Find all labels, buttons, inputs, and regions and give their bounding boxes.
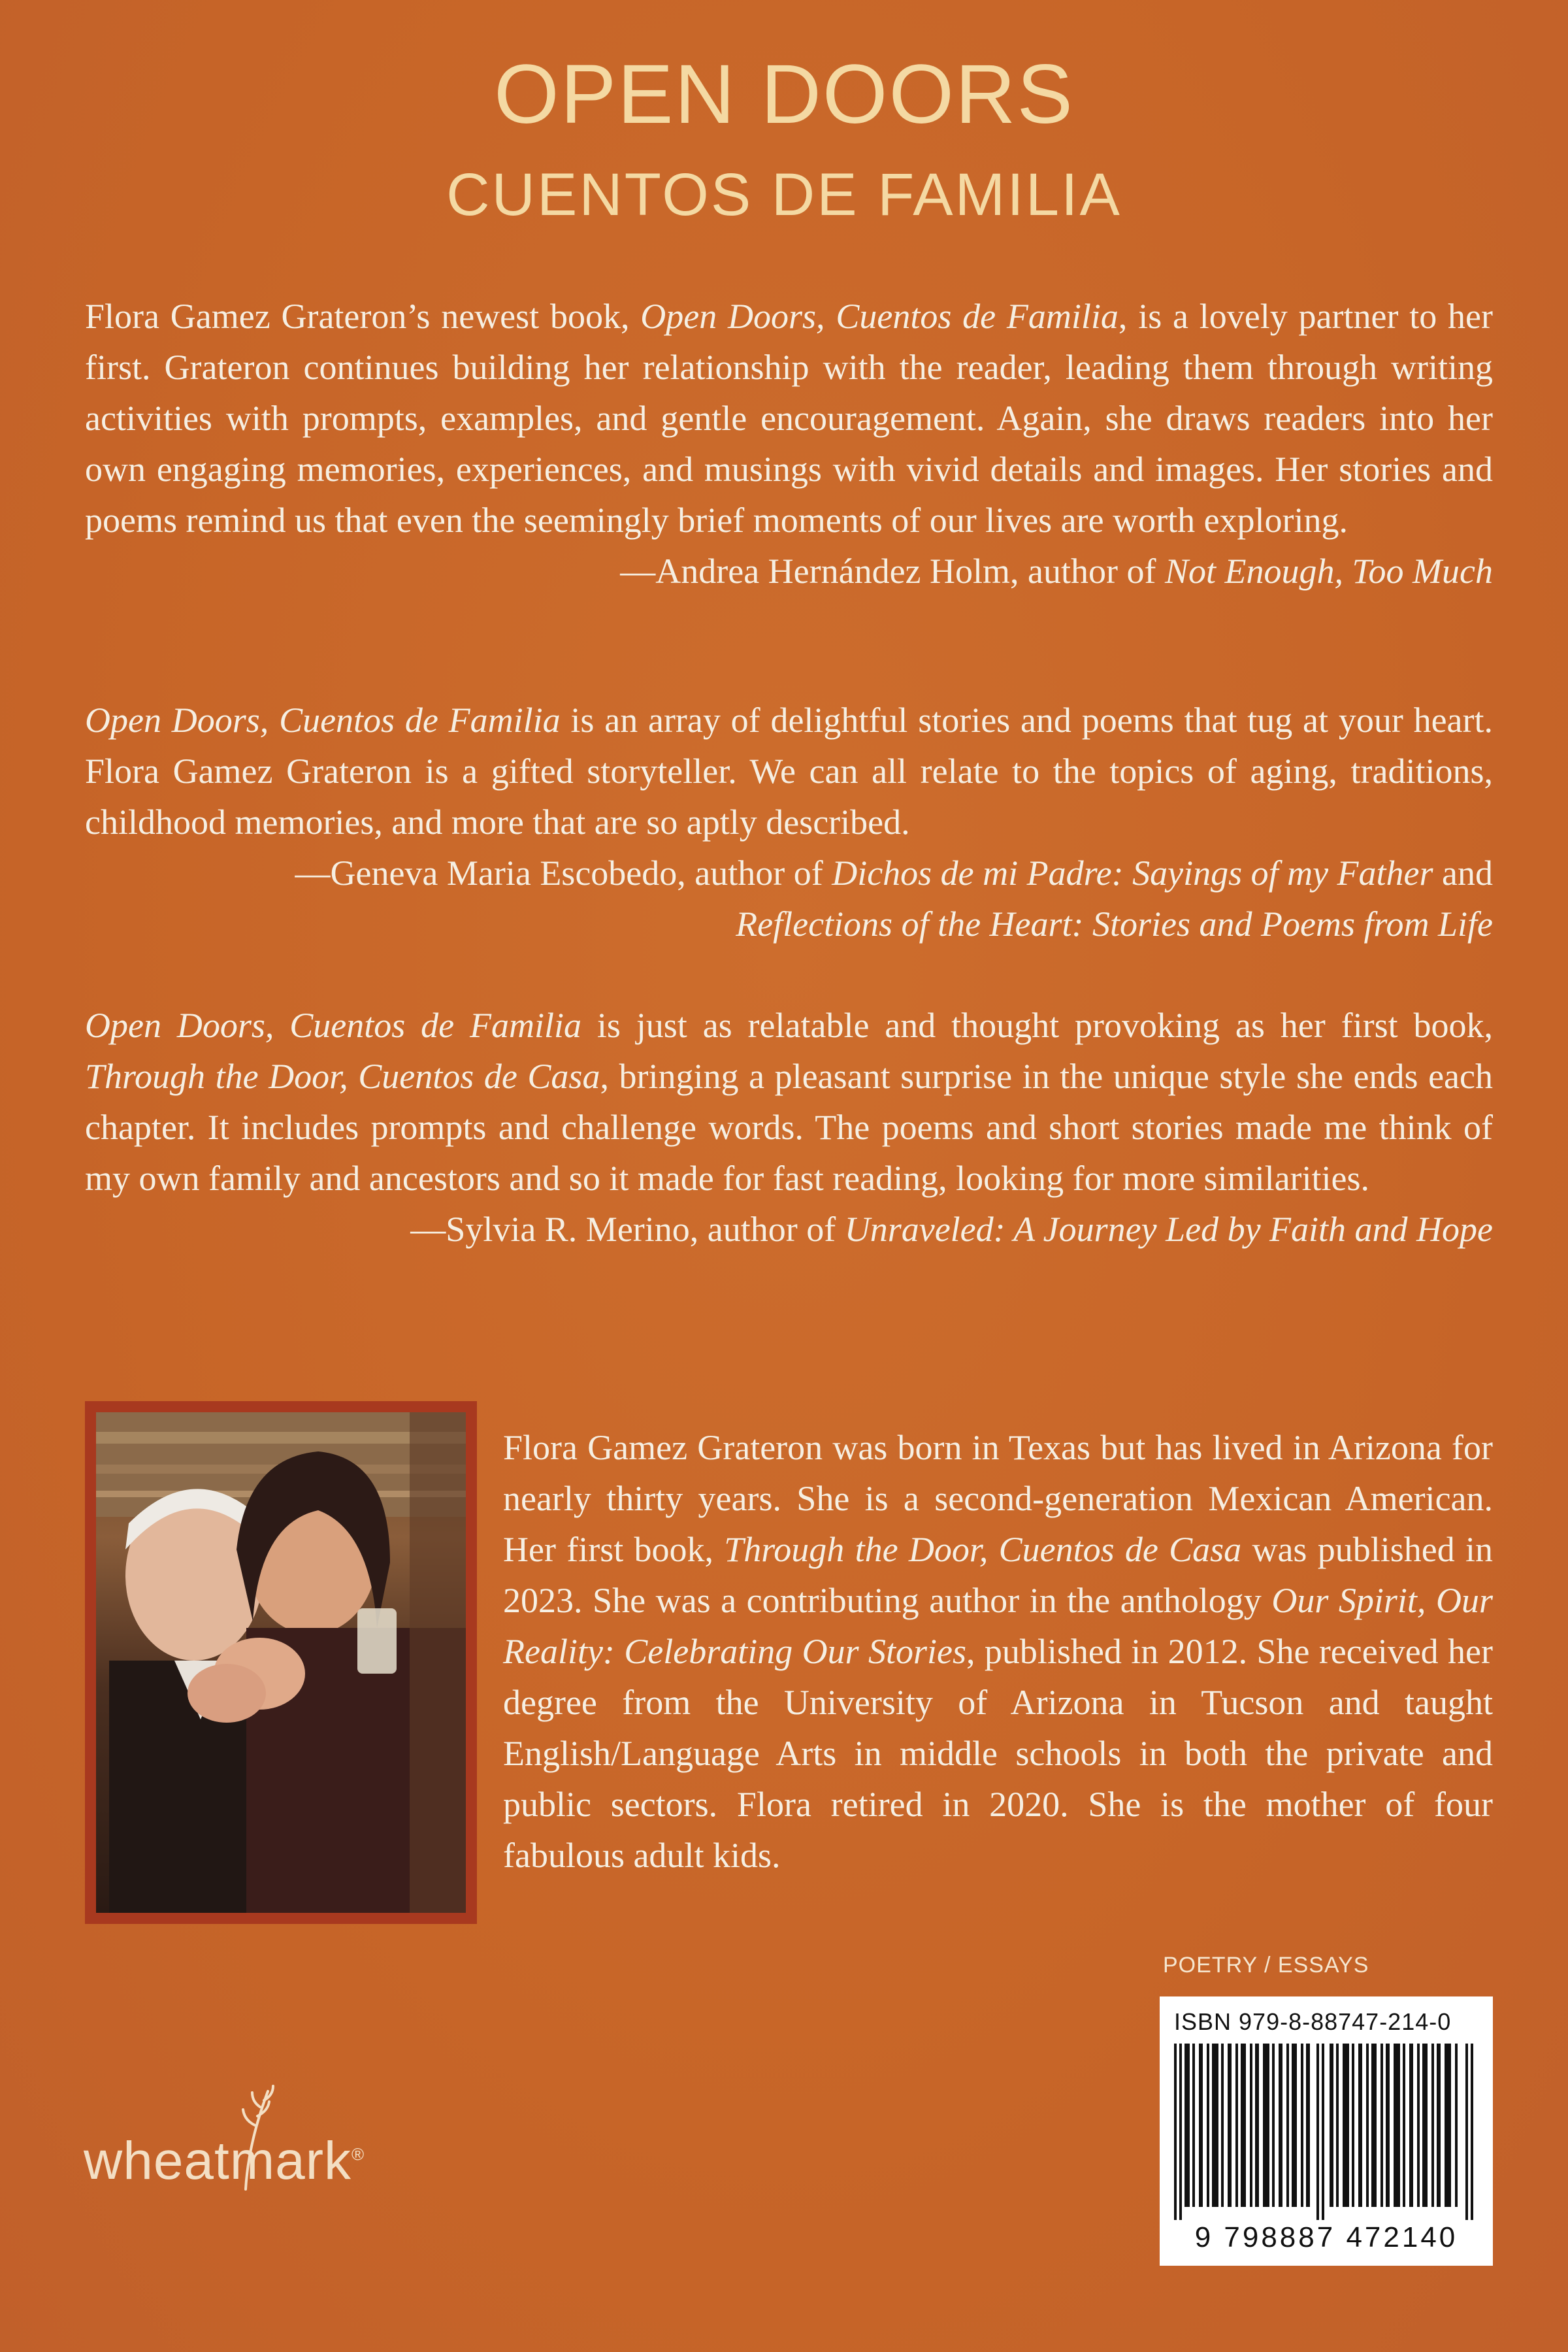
book-title: OPEN DOORS	[494, 48, 1074, 141]
review-3-attribution: —Sylvia R. Merino, author of Unraveled: A Journey Led by Faith and Hope	[410, 1210, 1493, 1249]
isbn-barcode	[1160, 1996, 1493, 2266]
isbn-label: ISBN 979-8-88747-214-0	[1174, 2008, 1452, 2035]
review-1-text: Flora Gamez Grateron’s newest book, Open Doors, Cuentos de Familia, is a lovely partner to her first. Grateron continues building her relationship with the reader, leading them through writing activities with prompts, examples, and gentle encouragement. Again, she draws readers into her own engaging memories, experiences, and musings with vivid details and images. Her stories and poems remind us that even the seemingly brief moments of our lives are worth exploring.	[85, 297, 1493, 540]
review-1-attribution: —Andrea Hernández Holm, author of Not Enough, Too Much	[620, 552, 1493, 591]
barcode-digits: 9 798887 472140	[1194, 2221, 1458, 2253]
review-2-attribution: —Geneva Maria Escobedo, author of Dichos de mi Padre: Sayings of my Father and	[295, 853, 1493, 893]
author-photo-frame	[85, 1401, 477, 1924]
review-3-text: Open Doors, Cuentos de Familia is just as relatable and thought provoking as her first book, Through the Door, Cuentos de Casa, bringing a pleasant surprise in the unique style she ends each chapter. It includes prompts and challenge words. The poems and short stories made me think of my own family and ancestors and so it made for fast reading, looking for more similarities.	[85, 1006, 1493, 1198]
review-2-text: Open Doors, Cuentos de Familia is an array of delightful stories and poems that tug at your heart. Flora Gamez Grateron is a gifted storyteller. We can all relate to the topics of aging, traditions, childhood memories, and more that are so aptly described.	[85, 701, 1494, 842]
cover-title-block	[0, 46, 1568, 234]
review-3	[85, 1000, 1493, 1255]
review-2	[85, 695, 1493, 950]
genre-label: POETRY / ESSAYS	[1163, 1953, 1369, 1978]
review-2-attribution-line2: Reflections of the Heart: Stories and Poems from Life	[736, 904, 1493, 944]
author-photo	[96, 1412, 466, 1913]
author-bio-text: Flora Gamez Grateron was born in Texas but has lived in Arizona for nearly thirty years. She is a second-generation Mexican American. Her first book, Through the Door, Cuentos de Casa was published in 2023. She was a contributing author in the anthology Our Spirit, Our Reality: Celebrating Our Stories, published in 2012. She received her degree from the University of Arizona in Tucson and taught English/Language Arts in middle schools in both the private and public sectors. Flora retired in 2020. She is the mother of four fabulous adult kids.	[503, 1428, 1494, 1875]
book-subtitle: CUENTOS DE FAMILIA	[446, 161, 1122, 228]
publisher-logo	[84, 2078, 384, 2196]
review-1	[85, 291, 1493, 597]
publisher-name: wheatmark®	[84, 2131, 365, 2191]
author-bio	[503, 1422, 1493, 1881]
barcode-bars	[1174, 2044, 1478, 2220]
